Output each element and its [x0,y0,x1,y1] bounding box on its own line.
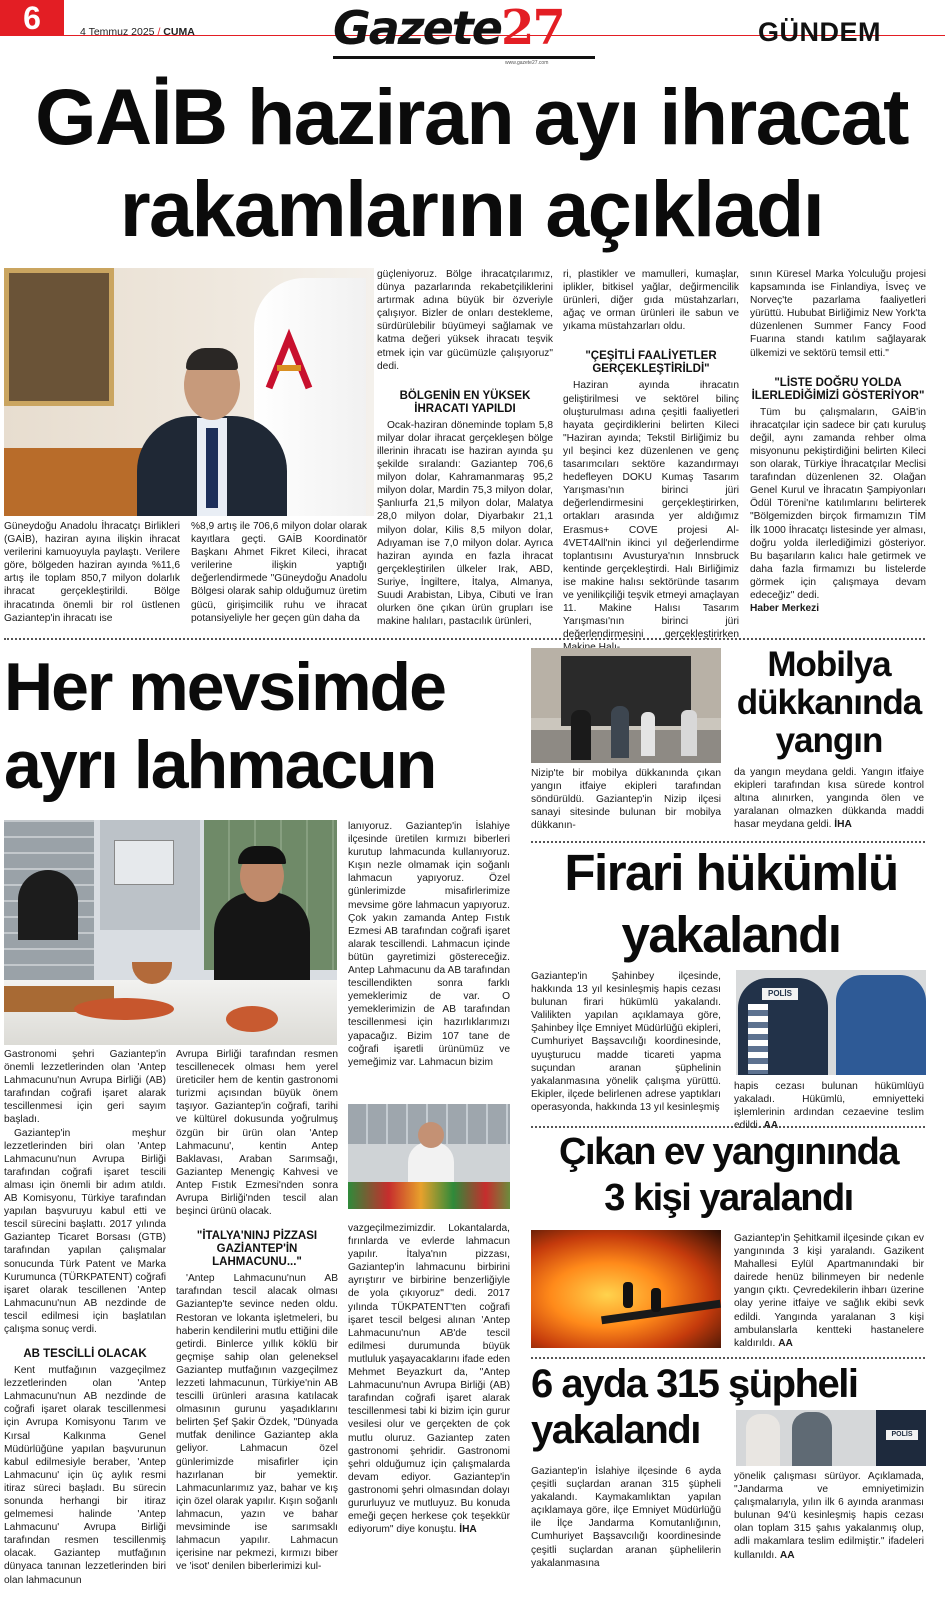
suspect-1 [746,1414,780,1466]
date-text: 4 Temmuz 2025 [80,26,155,38]
lahmacun-dough-2 [226,1006,278,1032]
lahmacun-photo-2 [348,1104,510,1209]
lahmacun-col-3b [348,1222,510,1598]
lahmacun-subhead-1: AB TESCİLLİ OLACAK [23,1348,147,1361]
firari-col-2 [734,1080,924,1132]
gaib-col-4b: Haziran ayında ihracatın geliştirilmesi ve sektörel bilinç oluşturulması adına çeşitli faaliyetleri hayata geçirdiklerini belirten Kileci "Haziran ayında; Tekstil Birliğimiz bu yıl beşinci kez düzenlenen ve genç tasarımcıları sektöre kazandırmayı hedefleyen DOKU Kumaş Tasarım Yarışması'nın birinci jüri değerlendirmesini gerçekleştirirken, ortakları arasında yer aldığımız Erasmus+ COVE projesi Al-4VET4All'nin ikinci yıl değerlendirme toplantısını Avusturya'nın Innsbruck kentinde gerçekleştirdi. Halı Birliğimiz ise makine halısı sektöründe tasarım ve yenilikçiliği teşvik etmeyi amaçlayan 11. Makine Halısı Tasarım Yarışması'nın birinci jüri değerlendirmesini gerçekleştirirken [563,380,739,641]
firari-photo [736,970,926,1075]
supheli-headline-line1: 6 ayda 315 şüpheli [531,1362,858,1406]
evyangin-signature: AA [778,1337,793,1349]
gaib-col-4a: ri, plastikler ve mamulleri, kumaşlar, iplikler, bitkisel yağlar, değirmencilik ürünleri, diğer gıda müstahzarları, ağaç ve orman ürünleri ile sabun ve yıkama müstahzarları oldu. [563,269,739,333]
logo-word: Gazete [333,1,501,55]
gaib-col-5 [750,268,926,630]
date-separator: / [157,26,164,38]
officer-1-pattern [748,1004,768,1074]
person-3 [641,712,655,756]
section-divider-evyangin [531,1357,925,1359]
supheli-headline-line2: yakalandı [531,1408,700,1452]
control-panel [114,840,174,885]
lahmacun-subhead-2: "İTALYA'NINJ PİZZASI GAZİANTEP'İN LAHMACUNU..." [196,1230,318,1269]
oven-opening [18,870,78,940]
lahmacun-headline-line1: Her mevsimde [4,649,445,725]
gaib-photo [4,268,374,516]
lahmacun-photo [4,820,337,1045]
firari-headline-line1: Firari hükümlü [564,844,898,901]
person-2 [611,706,629,758]
mobilya-col-2-text: da yangın meydana geldi. Yangın itfaiye ekipleri tarafından kısa sürede kontrol altına alınırken, yangında ölen ve yaralanan olmazken dükkanda maddi hasar meydana geldi. [734,767,924,831]
firefighter-1 [623,1282,633,1308]
firari-col-1: Gaziantep'in Şahinbey ilçesinde, hakkında 13 yıl kesinleşmiş hapis cezası bulunan firari hükümlü yakalandı. Valilikten yapılan açıklamaya göre, Şahinbey İlçe Emniyet Müdürlüğü ekipleri, Cumhuriyet Başsavcılığı koordinesinde, uyuşturucu madde ticareti yapma suçundan aranan şüphelinin yakalanmasına yönelik çalışma yürüttü. Ekipler, ilçede belirlenen adrese yaptıkları operasyonda, hakkında 13 yıl kesinleşmiş [531,971,721,1113]
lahmacun-col-2b: 'Antep Lahmacunu'nun AB tarafından tescil alacak olması Gaziantep'te sevince neden oldu. Restoran ve lokanta işletmeleri, bu haberin kendilerini mutlu ettiğini dile getirdi. Binlerce yıllık köklü bir geçmişe sahip olan geleneksel Gaziantep mutfağının vazgeçilmez lezzeti lahmacunun, Türkiye'nin AB tescilli ürünleri arasına katılacak olmasının gurunu yaşadıklarını belirten Şef Şakir Özdek, "Dünyada mutfak denilince Gaziantep akla geliyor. Lahmacun özel günlerimizde misafirler için hazırlanan bir yemektir. Lahmacunlarımız yaz, bahar ve kış için özel olarak yapılır. Kışın soğanlı lahmacun, yazın ve bahar mevsiminde ise sarımsaklı lahmacun yapılır. Lahmacun içerisine nar pekmezi, kırmızı biber ve 'isot' denilen biberlerimizi kul- [176,1273,338,1573]
gaib-col-1: Güneydoğu Anadolu İhracatçı Birlikleri (GAİB), haziran ayına ilişkin ihracat verilerini kamuoyuyla paylaştı. Verilere göre, bölgeden haziran ayında %11,6 artış ile toplam 850,7 milyon dolarlık ihracat gerçekleştirildi. Bölge ihracatında önemli bir rol üstlenen Gaziantep'in ihracatı ise [4,521,180,624]
gaib-subhead-3: "LİSTE DOĞRU YOLDA İLERLEDİĞİMİZİ GÖSTERİYOR" [751,376,925,402]
lahmacun-col-2 [176,1048,338,1598]
suspect-2 [792,1412,832,1466]
supheli-photo [736,1410,926,1466]
lahmacun-signature: İHA [459,1524,477,1536]
firefighter-2 [651,1288,661,1312]
firari-headline-line2: yakalandı [621,906,841,963]
lahmacun-headline-line2: ayrı lahmacun [4,727,436,803]
fire-ladder [601,1300,721,1325]
lahmacun-col-2a: Avrupa Birliği tarafından resmen tescillenecek olması hem yerel üreticiler hem de kentin gastronomi turizmi açısından büyük önem taşıyor. Gaziantep'in coğrafi, tarihi ve kültürel dokusunda yoğrulmuş özgün bir ürün olan 'Antep Lahmacunu', kentin Antep Baklavası, Araban Sarımsağı, Gaziantep Menengiç Kahvesi ve Antep Fıstık Ezmesi'nden sonra Avrupa Birliği'nden tescil alan beşinci ürünü olacak. [176,1049,338,1218]
evyangin-headline-line1: Çıkan ev yangınında [559,1131,898,1173]
person-1 [571,710,591,760]
desk-shelf [4,448,144,516]
lahmacun-dough-1 [74,998,174,1020]
gaib-headline-line1: GAİB haziran ayı ihracat [35,72,908,161]
gaib-subhead-2: "ÇEŞİTLİ FAALİYETLER GERÇEKLEŞTİRİLDİ" [585,350,717,376]
logo-url: www.gazete27.com [505,60,549,66]
mobilya-col-2 [734,766,924,836]
supheli-col-2 [734,1470,924,1599]
gaib-subhead-1: BÖLGENİN EN YÜKSEK İHRACATI YAPILDI [399,389,531,415]
evyangin-col-1-text: Gaziantep'in Şehitkamil ilçesinde çıkan ev yangınında 3 kişi yaralandı. Gazikent Mahallesi Eylül Apartmanındaki bir dairede henüz bilinmeyen bir nedenle yangın çıktı. Çevredekilerin ihbarı üzerine olay yerine itfaiye ve sağlık ekibi sevk edildi. Yangında yaralanan 3 kişi ambulanslarla kentteki hastanelere kaldırıldı. [734,1233,924,1349]
cook-head [418,1122,444,1148]
vegetable-counter [348,1182,510,1209]
officer-3-label: POLİS [886,1430,918,1440]
gaib-col-3 [377,268,553,630]
gaib-col-3b: Ocak-haziran döneminde toplam 5,8 milyar dolar ihracat gerçekleşen bölge illerinin ihracatı ise haziran ayında şu şekilde sıralandı: Gaziantep 706,6 milyon dolar, Kahramanmaraş 95,2 milyon dolar, Mardin 75,3 milyon dolar, Şanlıurfa 21,5 milyon dolar, Malatya 28,0 milyon dolar, Diyarbakır 21,1 milyon dolar, Kilis 8,5 milyon dolar, Adıyaman ise 7,0 milyon dolar. Ayrıca haziran ayında en fazla ihracat gerçekleştirilen ülkeler Irak, ABD, Suriye, İngiltere, İtalya, Almanya, Suudi Arabistan, Libya, Cibuti ve İran olurken öne çıkan ürün grupları ise makine halıları, pastacılık ürünleri, [377,419,553,628]
supheli-signature: AA [779,1549,795,1561]
lahmacun-col-1 [4,1048,166,1598]
firari-signature: AA [763,1120,779,1132]
section-divider-top [4,638,925,640]
evyangin-photo [531,1230,721,1348]
person-4 [681,710,697,756]
logo-number: 27 [500,0,564,56]
chef-cap [238,846,286,864]
section-label: GÜNDEM [758,17,881,47]
gaib-col-5b: Tüm bu çalışmaların, GAİB'in ihracatçılar için sadece bir çatı kuruluş değil, aynı zamanda rehber olma misyonunu pekiştirdiğini belirten Kileci son olarak, Türkiye İhracatçılar Meclisi tarafından düzenlenen 32. Olağan Genel Kurul ve İhracatın Şampiyonları Ödül Töreni'ne katılımlarını belirterek "Bölgemizden birçok firmamızın TİM İlk 1000 İhracatçı listesinde yer alması, doğru yolda ilerlediğimizi gösteriyor. Bu başarıların kalıcı hale getirmek ve daha fazla firmamızı bu listelerde görmek için çalışmaya devam edeceğiz" dedi. [750,406,926,601]
mobilya-headline-line1: Mobilya [767,645,891,684]
gaib-col-5a: sının Küresel Marka Yolculuğu projesi kapsamında ise Finlandiya, İsveç ve Norveç'te pazarlama faaliyetleri yürüttü. Hububat Birliğimiz New York'ta düzenlenen Summer Fancy Food Fuarına standı katılım sağlayarak ülkemizi ve sektörü temsil etti." [750,269,926,359]
lahmacun-col-1c: Kent mutfağının vazgeçilmez lezzetlerinden olan 'Antep Lahmacunu'nun AB nezdinde de coğrafi işaret olarak tescillenmesi için Avrupa Komisyonu Tarım ve Kırsal Kalkınma Genel Müdürlüğüne yapılan başvurunun kabul edilmesiyle beraber, 'Antep Lahmacunu' için üç aylık resmi itiraz süreci başladı. Bu sürecin sonunda herhangi bir itiraz gelmemesi halinde 'Antep Lahmacunu' Avrupa Birliği tarafından resmen tescillenmiş olacak. Gaziantep mutfağının dünyaca tanınan lezzetlerinden biri olan lahmacunun [4,1365,166,1586]
gaib-logo-icon [259,328,319,398]
lahmacun-col-3b-text: vazgeçilmezimizdir. Lokantalarda, fırınlarda ve evlerde lahmacun yapılır. İtalya'nın pizzası, Gaziantep'in lahmacunu birbirini ayrıştırır ve birbirine benzerliğiyle de yola çıkıyoruz" dedi. 2017 yılında TÜKPATENT'ten coğrafi işaret tescil belgesi alınan 'Antep Lahmacunu'nun AB'de tescil edilmesi durumunda büyük mutluluk yaşayacaklarını ifade eden Mehmet Beyazkurt da, "Antep Lahmacunu'nun Avrupa Birliği (AB) tarafından coğrafi işaret alarak tescillenmesi tabi ki bizim için gurur vesilesi olur ve gerçekten de çok mutlu oluruz. Gaziantep zaten gastronomi şehridir. Gastronomi şehri olduğumuz için çalışmalarda devam ediyor. Gaziantep'in gastronomi şehri olmasından dolayı gururluyuz ve mutluyuz. Bu konuda emeği geçen herkese çok teşekkür ediyorum" diye konuştu. [348,1223,510,1536]
mobilya-headline-line3: yangın [775,721,883,760]
page-number: 6 [23,0,41,36]
wall-painting [4,268,114,406]
gaib-col-2: %8,9 artış ile 706,6 milyon dolar olarak kayıtlara geçti. GAİB Koordinatör Başkanı Ahmet Fikret Kileci, ihracat verilerine ilişkin yaptığı değerlendirmede "Güneydoğu Anadolu Bölgesi olarak sahip olduğumuz üretim gücü, girişimcilik ruhu ve ihracat potansiyeliyle her geçen gün daha da [191,521,367,624]
gaib-signature: Haber Merkezi [750,603,820,615]
evyangin-headline-line2: 3 kişi yaralandı [604,1177,853,1219]
lahmacun-col-1b: Gaziantep'in meşhur lezzetlerinden biri olan 'Antep Lahmacunu'nun Avrupa Birliği tarafından coğrafi işaret tescili alması için önemli bir adım atıldı. AB Komisyonu, Türkiye tarafından yapılan başvuruyu kabul etti ve tescil sürecini başlattı. 2017 yılında Gaziantep Ticaret Borsası (GTB) tarafından yapılan çalışmalar sonucunda Türk Patent ve Marka Kurumunca (TÜRKPATENT) coğrafi işaret olarak tescillenen 'Antep Lahmacunu'nun AB nezdinde de tescil edilmesi için başlatılan çalışma sonuç verdi. [4,1127,166,1335]
gaib-col-3a: güçleniyoruz. Bölge ihracatçılarımız, dünya pazarlarında rekabetçiliklerini artırmak adına büyük bir özveriyle çalışıyor. Bizler de onları destekleme, sürdürülebilir büyümeyi sağlamak ve katma değeri yüksek ihracatı teşvik etmek için var gücümüzle çalışıyoruz" dedi. [377,269,553,372]
person-hair [186,348,238,370]
mobilya-col-1: Nizip'te bir mobilya dükkanında çıkan yangın itfaiye ekipleri tarafından söndürüldü. Gaziantep'in Nizip ilçesi sanayi sitesinde bulunan bir mobilya dükkanın- [531,768,721,832]
officer-1-label: POLİS [762,988,798,1000]
mobilya-headline-line2: dükkanında [736,683,922,722]
lahmacun-col-3a: lanıyoruz. Gaziantep'in İslahiye ilçesinde üretilen kırmızı biberleri kurutup lahmacunda kullanıyoruz. Kışın nezle olmamak için soğanlı lahmacun yapıyoruz. Özel günlerimizde misafirlerimize mevsime göre lahmacun yapıyoruz. Çok yakın zamanda Antep Fıstık Ezmesi AB tarafından coğrafi işaret alarak tescillendi. Lahmacun içinde bütün gayretimizi göstereceğiz. Antep Lahmacunu da AB tarafından tescillendikten sonra farklı yemeklerimiz de var. O yemeklerimizin de AB tarafından tescillenmesi için hazırlıklarımızı yapacağız. Bizim 107 tane de coğrafi işaretli ürünümüz ve yemeğimiz var. Lahmacun bizim [348,821,510,1068]
logo [333,0,564,56]
mobilya-photo [531,648,721,763]
gaib-headline-line2: rakamlarını açıkladı [119,164,824,253]
lahmacun-col-1a: Gastronomi şehri Gaziantep'in önemli lezzetlerinden olan 'Antep Lahmacunu'nun Avrupa Birliği (AB) tarafından coğrafi işaret alarak tescillenmesi için geri sayım başladı. [4,1049,166,1126]
suspect [836,975,926,1075]
supheli-col-2-text: yönelik çalışması sürüyor. Açıklamada, "Jandarma ve emniyetimizin çalışmalarıyla, yılın ilk 6 ayında aranması bulunan 94'ü kesinleşmiş hapis cezası olan toplam 315 şahıs yakalanmış olup, adli makamlara teslim edilmiştir." ifadeleri kullanıldı. [734,1471,924,1561]
issue-date [80,26,195,38]
supheli-col-1: Gaziantep'in İslahiye ilçesinde 6 ayda çeşitli suçlardan aranan 315 şüpheli yakalandı. Kaymakamlıktan yapılan açıklamaya göre, ilçe Emniyet Müdürlüğü ile İlçe Jandarma Komutanlığının, Cumhuriyet Başsavcılığı koordinesinde çeşitli suçlardan aranan şüphelilerin yakalanmasına [531,1466,721,1569]
weekday-text: CUMA [163,26,195,38]
firari-col-2-text: hapis cezası bulunan hükümlüyü yakaladı. Hükümlü, emniyetteki işlemlerinin ardından cezaevine teslim edildi. [734,1081,924,1132]
evyangin-col-1 [734,1232,924,1352]
person-tie [206,428,218,508]
logo-underline [333,56,595,59]
gaib-col-4 [563,268,739,641]
mobilya-signature: İHA [834,819,852,831]
